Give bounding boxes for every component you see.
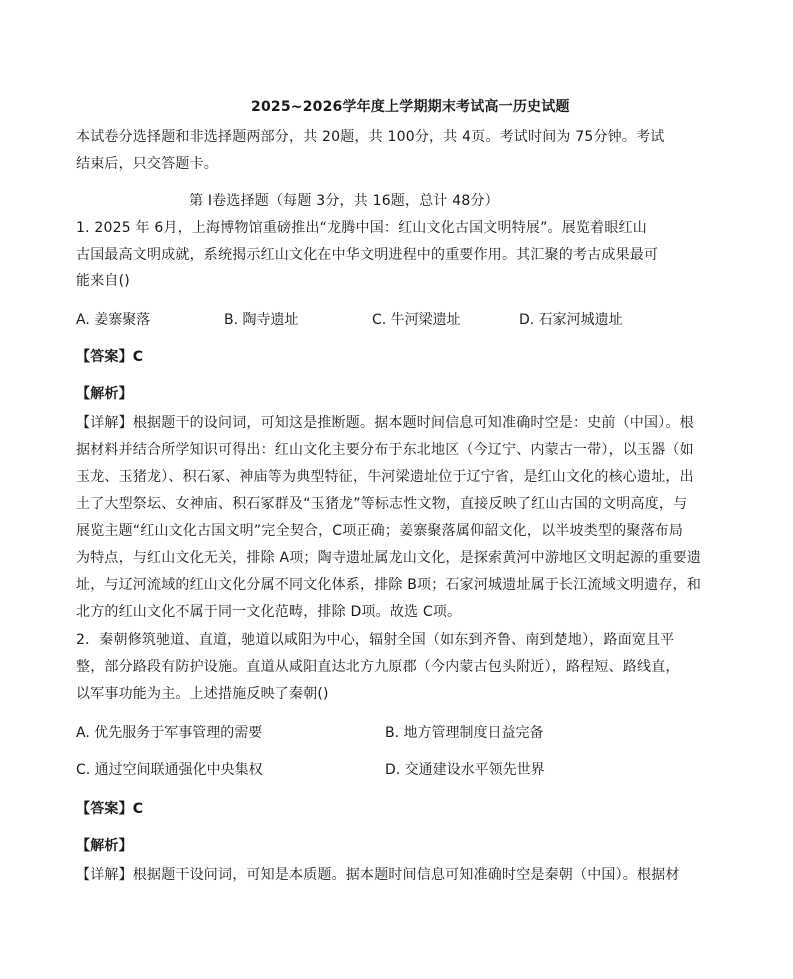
q2-stem-line-3: 以军事功能为主。上述措施反映了秦朝() [76,686,329,702]
q2-answer: 【答案】C [76,801,144,817]
q1-option-c: C. 牛河梁遗址 [372,312,461,328]
q2-analysis-line-1: 【详解】根据题干设问词，可知是本质题。据本题时间信息可知准确时空是秦朝（中国）。根据材 [76,867,680,883]
q1-stem-line-1: 1. 2025 年 6月，上海博物馆重磅推出“龙腾中国：红山文化古国文明特展”。展览着眼红山 [76,220,647,236]
intro-line-2: 结束后，只交答题卡。 [76,156,218,172]
q2-option-c: C. 通过空间联通强化中央集权 [76,762,263,778]
q1-analysis-line-8: 北方的红山文化不属于同一文化范畴，排除 D项。故选 C项。 [76,604,462,620]
q1-stem-line-2: 古国最高文明成就，系统揭示红山文化在中华文明进程中的重要作用。其汇聚的考古成果最可 [76,247,659,263]
q1-answer: 【答案】C [76,349,144,365]
q2-option-a: A. 优先服务于军事管理的需要 [76,725,263,741]
q2-option-b: B. 地方管理制度日益完备 [385,725,544,741]
exam-title: 2025~2026学年度上学期期末考试高一历史试题 [251,99,570,115]
q1-option-d: D. 石家河城遗址 [519,312,623,328]
q1-option-a: A. 姜寨聚落 [76,312,151,328]
q1-analysis-line-4: 土了大型祭坛、女神庙、积石冢群及“玉猪龙”等标志性文物，直接反映了红山古国的文明高度，与 [76,496,688,512]
q1-stem-line-3: 能来自() [76,273,130,289]
intro-line-1: 本试卷分选择题和非选择题两部分，共 20题，共 100分，共 4页。考试时间为 75分钟。考试 [76,129,665,145]
section-heading: 第 I卷选择题（每题 3分，共 16题，总计 48分） [189,193,499,209]
q2-option-d: D. 交通建设水平领先世界 [385,762,545,778]
q2-stem-line-2: 整，部分路段有防护设施。直道从咸阳直达北方九原郡（今内蒙古包头附近），路程短、路线直， [76,659,680,675]
q1-analysis-line-5: 展览主题“红山文化古国文明”完全契合，C项正确；姜寨聚落属仰韶文化，以半坡类型的聚落布局 [76,523,684,539]
q2-stem-line-1: 2．秦朝修筑驰道、直道，驰道以咸阳为中心，辐射全国（如东到齐鲁、南到楚地），路面宽且平 [76,632,675,648]
q1-analysis-line-1: 【详解】根据题干的设问词，可知这是推断题。据本题时间信息可知准确时空是：史前（中国）。根 [76,415,694,431]
q1-analysis-line-7: 址，与辽河流域的红山文化分属不同文化体系，排除 B项；石家河城遗址属于长江流域文明遗存，和 [76,577,702,593]
q1-analysis-label: 【解析】 [76,386,133,402]
q1-analysis-line-6: 为特点，与红山文化无关，排除 A项；陶寺遗址属龙山文化，是探索黄河中游地区文明起源的重要遗 [76,550,702,566]
q1-option-b: B. 陶寺遗址 [224,312,299,328]
q2-analysis-label: 【解析】 [76,838,133,854]
q1-analysis-line-3: 玉龙、玉猪龙）、积石冢、神庙等为典型特征，牛河梁遗址位于辽宁省，是红山文化的核心遗址，出 [76,469,694,485]
q1-analysis-line-2: 据材料并结合所学知识可得出：红山文化主要分布于东北地区（今辽宁、内蒙古一带），以玉器（如 [76,442,694,458]
